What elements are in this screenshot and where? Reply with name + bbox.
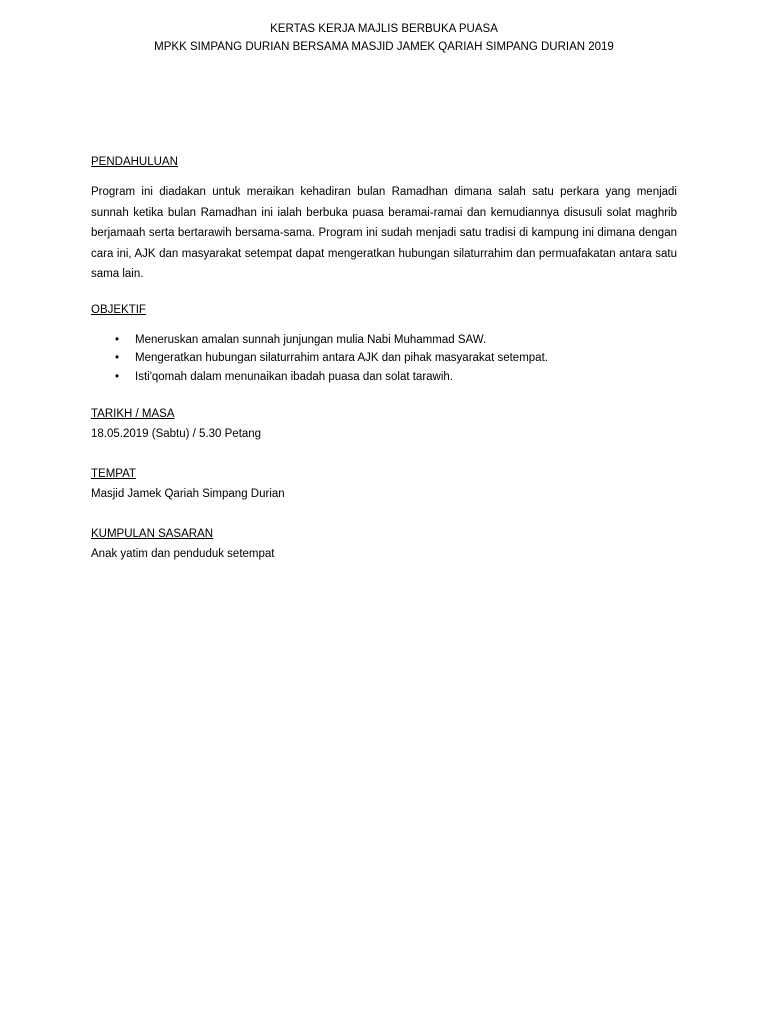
document-title bbox=[0, 20, 768, 56]
target-value: Anak yatim dan penduduk setempat bbox=[91, 548, 275, 561]
document-body bbox=[91, 153, 677, 563]
datetime-heading: TARIKH / MASA bbox=[91, 408, 175, 421]
bullet-icon: • bbox=[115, 370, 120, 383]
objectives-list bbox=[91, 331, 677, 387]
intro-heading: PENDAHULUAN bbox=[91, 156, 178, 168]
datetime-value: 18.05.2019 (Sabtu) / 5.30 Petang bbox=[91, 428, 262, 441]
target-heading: KUMPULAN SASARAN bbox=[91, 528, 214, 541]
bullet-icon: • bbox=[115, 333, 120, 346]
venue-heading: TEMPAT bbox=[91, 468, 136, 481]
bullet-icon: • bbox=[115, 352, 120, 365]
title-line-2: MPKK SIMPANG DURIAN BERSAMA MASJID JAMEK QARIAH SIMPANG DURIAN 2019 bbox=[154, 41, 614, 53]
objective-text: Mengeratkan hubungan silaturrahim antara AJK dan pihak masyarakat setempat. bbox=[135, 352, 548, 365]
list-item bbox=[91, 331, 677, 350]
list-item bbox=[91, 349, 677, 368]
objective-text: Isti'qomah dalam menunaikan ibadah puasa dan solat tarawih. bbox=[135, 370, 454, 383]
list-item bbox=[91, 368, 677, 387]
objectives-heading: OBJEKTIF bbox=[91, 303, 146, 316]
title-line-1: KERTAS KERJA MAJLIS BERBUKA PUASA bbox=[270, 23, 498, 35]
intro-paragraph: Program ini diadakan untuk meraikan kehadiran bulan Ramadhan dimana salah satu perkara yang menjadi sunnah ketika bulan Ramadhan ini ialah berbuka puasa beramai-ramai dan kemudiannya disusuli solat maghrib berjamaah serta bertarawih bersama-sama. Program ini sudah menjadi satu tradisi di kampung ini dimana dengan cara ini, AJK dan masyarakat setempat dapat mengeratkan hubungan silaturrahim dan permuafakatan antara satu sama lain. bbox=[91, 186, 677, 281]
venue-value: Masjid Jamek Qariah Simpang Durian bbox=[91, 488, 285, 501]
objective-text: Meneruskan amalan sunnah junjungan mulia Nabi Muhammad SAW. bbox=[135, 333, 487, 346]
